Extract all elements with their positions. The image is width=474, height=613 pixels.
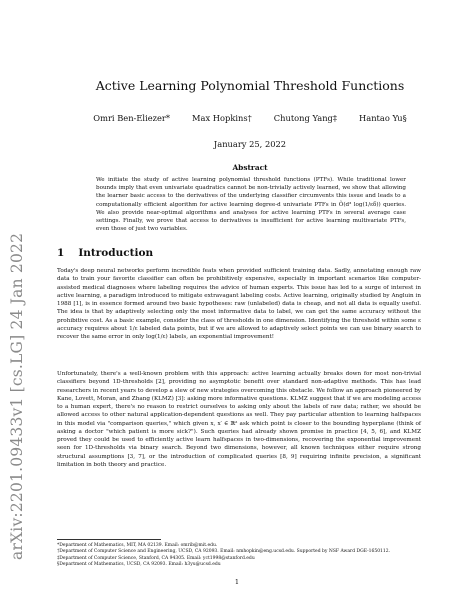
author-name: Max Hopkins† bbox=[192, 113, 252, 123]
footnote: ‡Department of Computer Science, Stanford, CA 94305. Email: yct1998@stanford.edu bbox=[57, 555, 255, 561]
author-name: Chutong Yang‡ bbox=[273, 113, 338, 123]
abstract-heading: Abstract bbox=[232, 163, 268, 172]
footnote: §Department of Mathematics, UCSD, CA 92093. Email: h3yu@ucsd.edu bbox=[57, 561, 221, 567]
footnote: †Department of Computer Science and Engineering, UCSD, CA 92093. Email: nmhopkin@eng.ucsd.edu. Supported by NSF Award DGE-1650112. bbox=[57, 549, 391, 555]
author-list bbox=[60, 113, 440, 123]
page-number: 1 bbox=[234, 578, 240, 586]
publication-date: January 25, 2022 bbox=[213, 139, 287, 149]
footnotes bbox=[57, 539, 421, 568]
footnote: *Department of Mathematics, MIT, MA 02139. Email: omrib@mit.edu. bbox=[57, 543, 218, 548]
footnote-rule bbox=[57, 539, 161, 540]
author-name: Hantao Yu§ bbox=[359, 113, 407, 123]
abstract-body: We initiate the study of active learning polynomial threshold functions (PTFs). While traditional lower bounds imply that even univariate quadratics cannot be non-trivially actively learned, we show that allowing the learner basic access to the derivatives of the underlying classifier circumvents this issue and leads to a computationally efficient algorithm for active learning degree-d univariate PTFs in Õ(d³ log(1/εδ)) queries. We also provide near-optimal algorithms and analyses for active learning PTFs in several average case settings. Finally, we prove that access to derivatives is insufficient for active learning multivariate PTFs, even those of just two variables. bbox=[96, 177, 406, 233]
section-number: 1 bbox=[57, 247, 65, 259]
section-heading bbox=[57, 247, 153, 259]
body-paragraph: Today's deep neural networks perform incredible feats when provided sufficient training data. Sadly, annotating enough raw data to train your favorite classifier can often be prohibitively expensive, especially in important scenarios like computer-assisted medical diagnoses where labeling requires the advice of human experts. This issue has led to a surge of interest in active learning, a paradigm introduced to mitigate extravagant labeling costs. Active learning, originally studied by Angluin in 1988 [1], is in essence formed around two basic hypotheses: raw (unlabeled) data is cheap, and not all data is equally useful. The idea is that by adaptively selecting only the most informative data to label, we can get the same accuracy without the prohibitive cost. As a basic example, consider the class of thresholds in one dimension. Identifying the threshold within some ε accuracy requires about 1/ε labeled data points, but if we are allowed to adaptively select points we can use binary search to recover the same error in only log(1/ε) labels, an exponential improvement! bbox=[57, 268, 421, 340]
author-name: Omri Ben-Eliezer* bbox=[93, 113, 171, 123]
paper-title: Active Learning Polynomial Threshold Functions bbox=[95, 78, 405, 93]
section-title: Introduction bbox=[78, 247, 154, 259]
body-paragraph: Unfortunately, there's a well-known problem with this approach: active learning actually breaks down for most non-trivial classifiers beyond 1D-thresholds [2], providing no asymptotic benefit over standard non-adaptive methods. This has lead researchers in recent years to develop a slew of new strategies overcoming this obstacle. We follow an approach pioneered by Kane, Lovett, Moran, and Zhang (KLMZ) [3]: asking more informative questions. KLMZ suggest that if we are modeling access to a human expert, there's no reason to restrict ourselves to asking only about the labels of raw data; rather, we should be allowed access to other natural application-dependent questions as well. They pay particular attention to learning halfspaces in this model via "comparison queries," which given x, x′ ∈ ℝᵈ ask which point is closer to the bounding hyperplane (think of asking a doctor "which patient is more sick?"). Such queries had already shown promise in practice [4, 5, 6], and KLMZ proved they could be used to efficiently active learn halfspaces in two-dimensions, recovering the exponential improvement seen for 1D-thresholds via binary search. Beyond two dimensions, however, all known techniques either require strong structural assumptions [3, 7], or the introduction of complicated queries [8, 9] requiring infinite precision, a significant limitation in both theory and practice. bbox=[57, 371, 421, 468]
arxiv-identifier: arXiv:2201.09433v1 [cs.LG] 24 Jan 2022 bbox=[8, 232, 26, 560]
